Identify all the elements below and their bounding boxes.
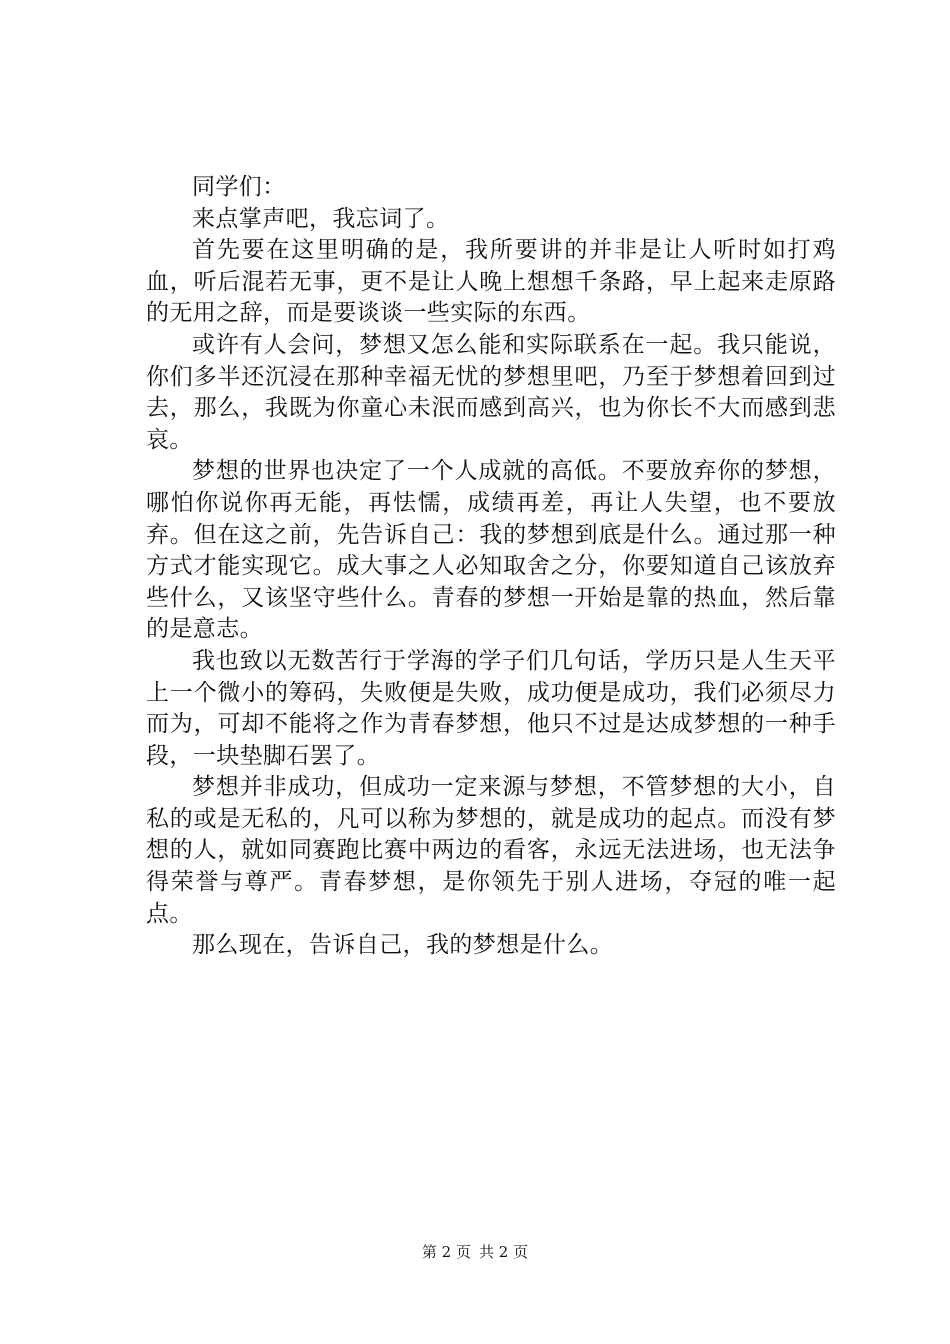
paragraph-greeting: 同学们： [192, 174, 286, 200]
paragraph-intro: 首先要在这里明确的是，我所要讲的并非是让人听时如打鸡血，听后混若无事，更不是让人晚上想想千条路，早上起来走原路的无用之辞，而是要谈谈一些实际的东西。 [146, 237, 836, 327]
paragraph-closing: 那么现在，告诉自己，我的梦想是什么。 [192, 932, 614, 959]
paragraph-dream-world: 梦想的世界也决定了一个人成就的高低。不要放弃你的梦想，哪怕你说你再无能，再怯懦，成绩再差，再让人失望，也不要放弃。但在这之前，先告诉自己：我的梦想到底是什么。通过那一种方式才能实现它。成大事之人必知取舍之分，你要知道自己该放弃些什么，又该坚守些什么。青春的梦想一开始是靠的热血，然后靠的是意志。 [146, 458, 836, 643]
page-number-current: 第 2 页 [421, 1243, 471, 1261]
page-footer [0, 1241, 950, 1263]
paragraph-dream-not-success: 梦想并非成功，但成功一定来源与梦想，不管梦想的大小，自私的或是无私的，凡可以称为梦想的，就是成功的起点。而没有梦想的人，就如同赛跑比赛中两边的看客，永远无法进场，也无法争得荣誉与尊严。青春梦想，是你领先于别人进场，夺冠的唯一起点。 [146, 774, 836, 927]
page-number-total: 共 2 页 [479, 1243, 529, 1261]
paragraph-dream-and-reality: 或许有人会问，梦想又怎么能和实际联系在一起。我只能说，你们多半还沉浸在那种幸福无忧的梦想里吧，乃至于梦想着回到过去，那么，我既为你童心未泯而感到高兴，也为你长不大而感到悲哀。 [146, 331, 836, 453]
paragraph-applause: 来点掌声吧，我忘词了。 [192, 205, 450, 232]
paragraph-students: 我也致以无数苦行于学海的学子们几句话，学历只是人生天平上一个微小的筹码，失败便是失败，成功便是成功，我们必须尽力而为，可却不能将之作为青春梦想，他只不过是达成梦想的一种手段，一块垫脚石罢了。 [146, 647, 836, 769]
document-body [146, 172, 836, 962]
